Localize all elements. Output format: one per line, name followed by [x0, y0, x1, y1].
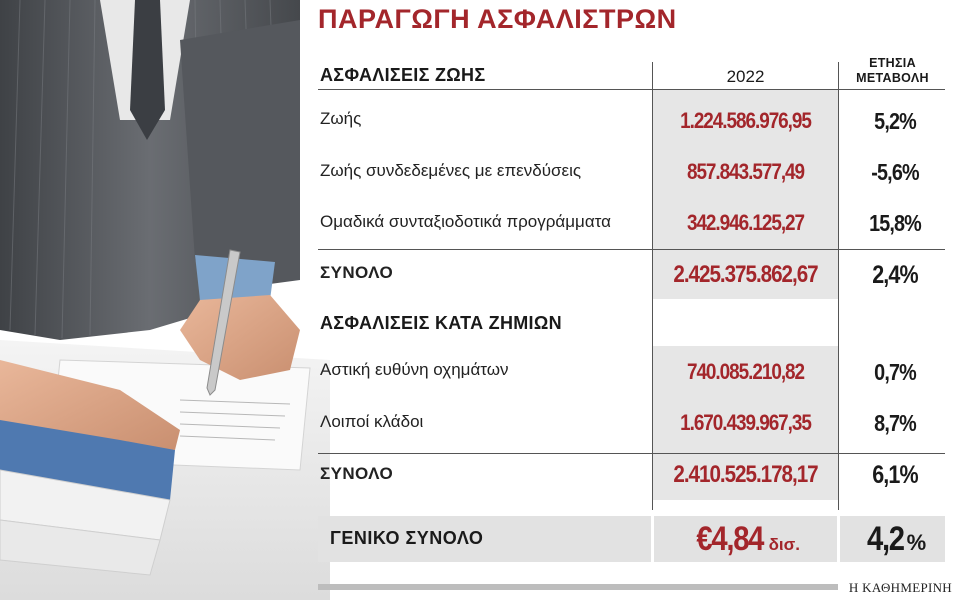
row-change: 15,8% [869, 210, 921, 236]
photo-businessman-signing [0, 0, 330, 600]
grand-total-amount: €4,84 [696, 520, 764, 558]
section-heading-nonlife: ΑΣΦΑΛΙΣΕΙΣ ΚΑΤΑ ΖΗΜΙΩΝ [320, 313, 562, 333]
grand-total-change [845, 516, 945, 562]
row-label: Αστική ευθύνη οχημάτων [320, 360, 509, 379]
row-value: 740.085.210,82 [686, 359, 805, 384]
row-value: 1.670.439.967,35 [680, 410, 811, 435]
grand-total-change-unit: % [906, 530, 927, 555]
footer-bar [318, 584, 838, 590]
row-label-total: ΣΥΝΟΛΟ [320, 263, 394, 282]
row-label: Ομαδικά συνταξιοδοτικά προγράμματα [320, 212, 611, 231]
photo-illustration [0, 0, 330, 600]
column-divider [838, 62, 839, 510]
row-value: 1.224.586.976,95 [680, 108, 811, 133]
column-divider [652, 62, 653, 510]
row-change-total: 6,1% [872, 461, 918, 489]
row-label: Ζωής [320, 109, 362, 128]
section-heading-life: ΑΣΦΑΛΙΣΕΙΣ ΖΩΗΣ [320, 65, 486, 85]
column-header-change [840, 56, 945, 86]
row-value-total: 2.425.375.862,67 [673, 261, 818, 288]
row-change: 0,7% [874, 359, 916, 385]
column-header-year: 2022 [726, 67, 765, 86]
row-label: Ζωής συνδεδεμένες με επενδύσεις [320, 161, 582, 180]
grand-total-label: ΓΕΝΙΚΟ ΣΥΝΟΛΟ [330, 528, 484, 548]
row-label: Λοιποί κλάδοι [320, 412, 424, 431]
row-change: 8,7% [874, 410, 916, 436]
column-header-change-line2: ΜΕΤΑΒΟΛΗ [856, 71, 929, 85]
row-change: 5,2% [874, 108, 916, 134]
row-change-total: 2,4% [872, 261, 918, 289]
grand-total-unit: δισ. [768, 535, 800, 554]
row-change: -5,6% [871, 159, 919, 185]
row-value-total: 2.410.525.178,17 [673, 461, 818, 488]
row-divider [318, 89, 945, 90]
grand-total-change-number: 4,2 [866, 520, 904, 558]
row-label-total: ΣΥΝΟΛΟ [320, 464, 394, 483]
grand-total-value [653, 516, 838, 562]
chart-title: ΠΑΡΑΓΩΓΗ ΑΣΦΑΛΙΣΤΡΩΝ [318, 4, 677, 34]
row-divider [318, 249, 945, 250]
row-divider [318, 453, 945, 454]
column-header-change-line1: ΕΤΗΣΙΑ [869, 56, 916, 70]
source-credit: Η ΚΑΘΗΜΕΡΙΝΗ [848, 580, 952, 595]
row-value: 342.946.125,27 [686, 210, 805, 235]
row-value: 857.843.577,49 [686, 159, 805, 184]
